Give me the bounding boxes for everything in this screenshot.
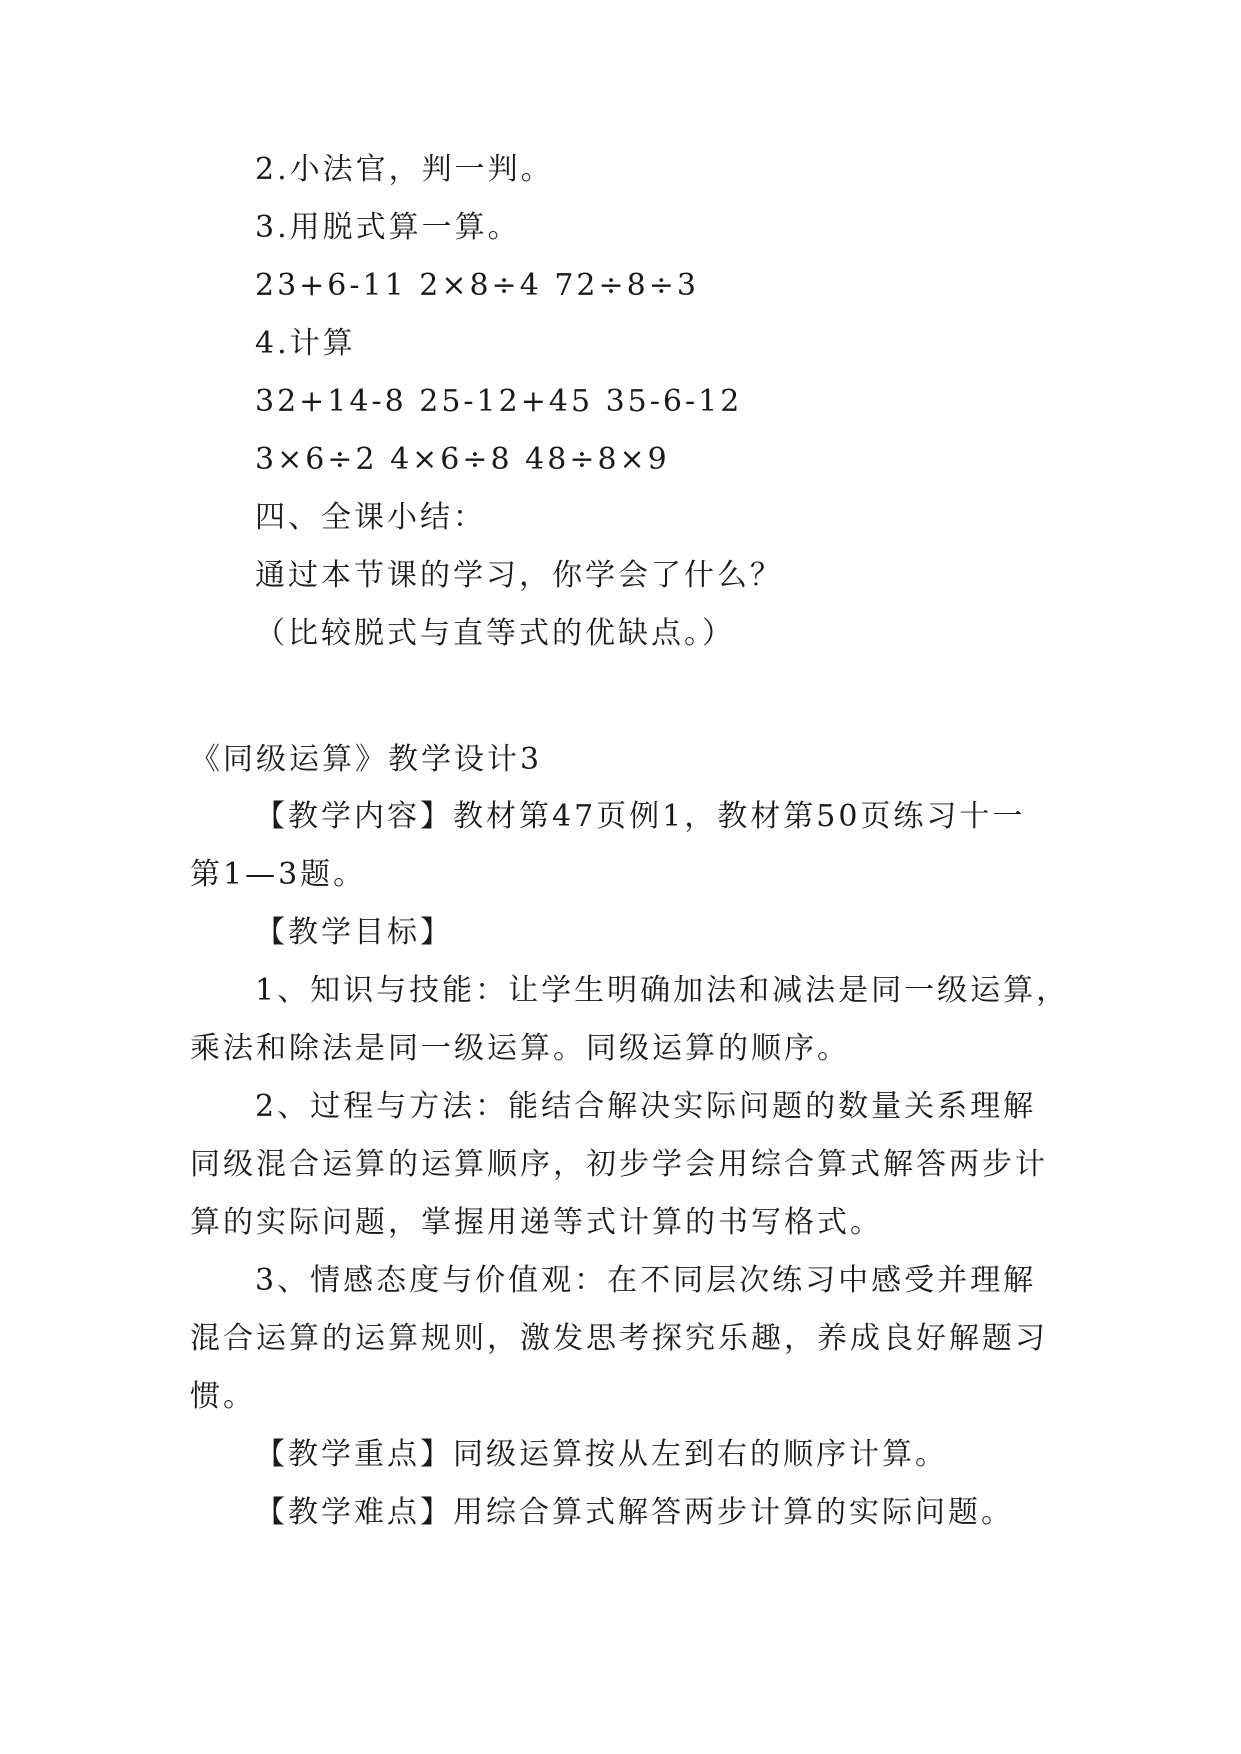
goal-1-line-1: 1、知识与技能：让学生明确加法和减法是同一级运算， <box>255 973 1070 1008</box>
goal-3-line-2: 混合运算的运算规则，激发思考探究乐趣，养成良好解题习 <box>190 1321 1048 1356</box>
goal-1-line-2: 乘法和除法是同一级运算。同级运算的顺序。 <box>190 1031 850 1066</box>
goal-2-line-1: 2、过程与方法：能结合解决实际问题的数量关系理解 <box>255 1089 1037 1124</box>
exercise-2-heading: 2.小法官，判一判。 <box>255 152 554 187</box>
exercise-4-heading: 4.计算 <box>255 326 356 361</box>
summary-heading: 四、全课小结： <box>255 500 486 535</box>
summary-question: 通过本节课的学习，你学会了什么？ <box>255 558 783 593</box>
teaching-difficulty: 【教学难点】用综合算式解答两步计算的实际问题。 <box>255 1495 1014 1530</box>
exercise-4-expressions-row-2: 3×6÷2 4×6÷8 48÷8×9 <box>255 442 670 477</box>
teaching-key-point: 【教学重点】同级运算按从左到右的顺序计算。 <box>255 1437 948 1472</box>
summary-note: （比较脱式与直等式的优缺点。） <box>255 616 735 651</box>
goal-2-line-2: 同级混合运算的运算顺序，初步学会用综合算式解答两步计 <box>190 1147 1048 1182</box>
exercise-3-heading: 3.用脱式算一算。 <box>255 210 521 245</box>
goal-3-line-1: 3、情感态度与价值观：在不同层次练习中感受并理解 <box>255 1263 1037 1298</box>
lesson-plan-title: 《同级运算》教学设计3 <box>190 742 543 777</box>
teaching-content: 【教学内容】教材第47页例1，教材第50页练习十一 <box>255 799 1026 834</box>
teaching-content-continued: 第1—3题。 <box>190 857 367 892</box>
goal-2-line-3: 算的实际问题，掌握用递等式计算的书写格式。 <box>190 1205 883 1240</box>
teaching-goals-heading: 【教学目标】 <box>255 915 453 950</box>
exercise-3-expressions: 23+6-11 2×8÷4 72÷8÷3 <box>255 268 699 303</box>
goal-3-line-3: 惯。 <box>190 1379 256 1414</box>
exercise-4-expressions-row-1: 32+14-8 25-12+45 35-6-12 <box>255 384 743 419</box>
